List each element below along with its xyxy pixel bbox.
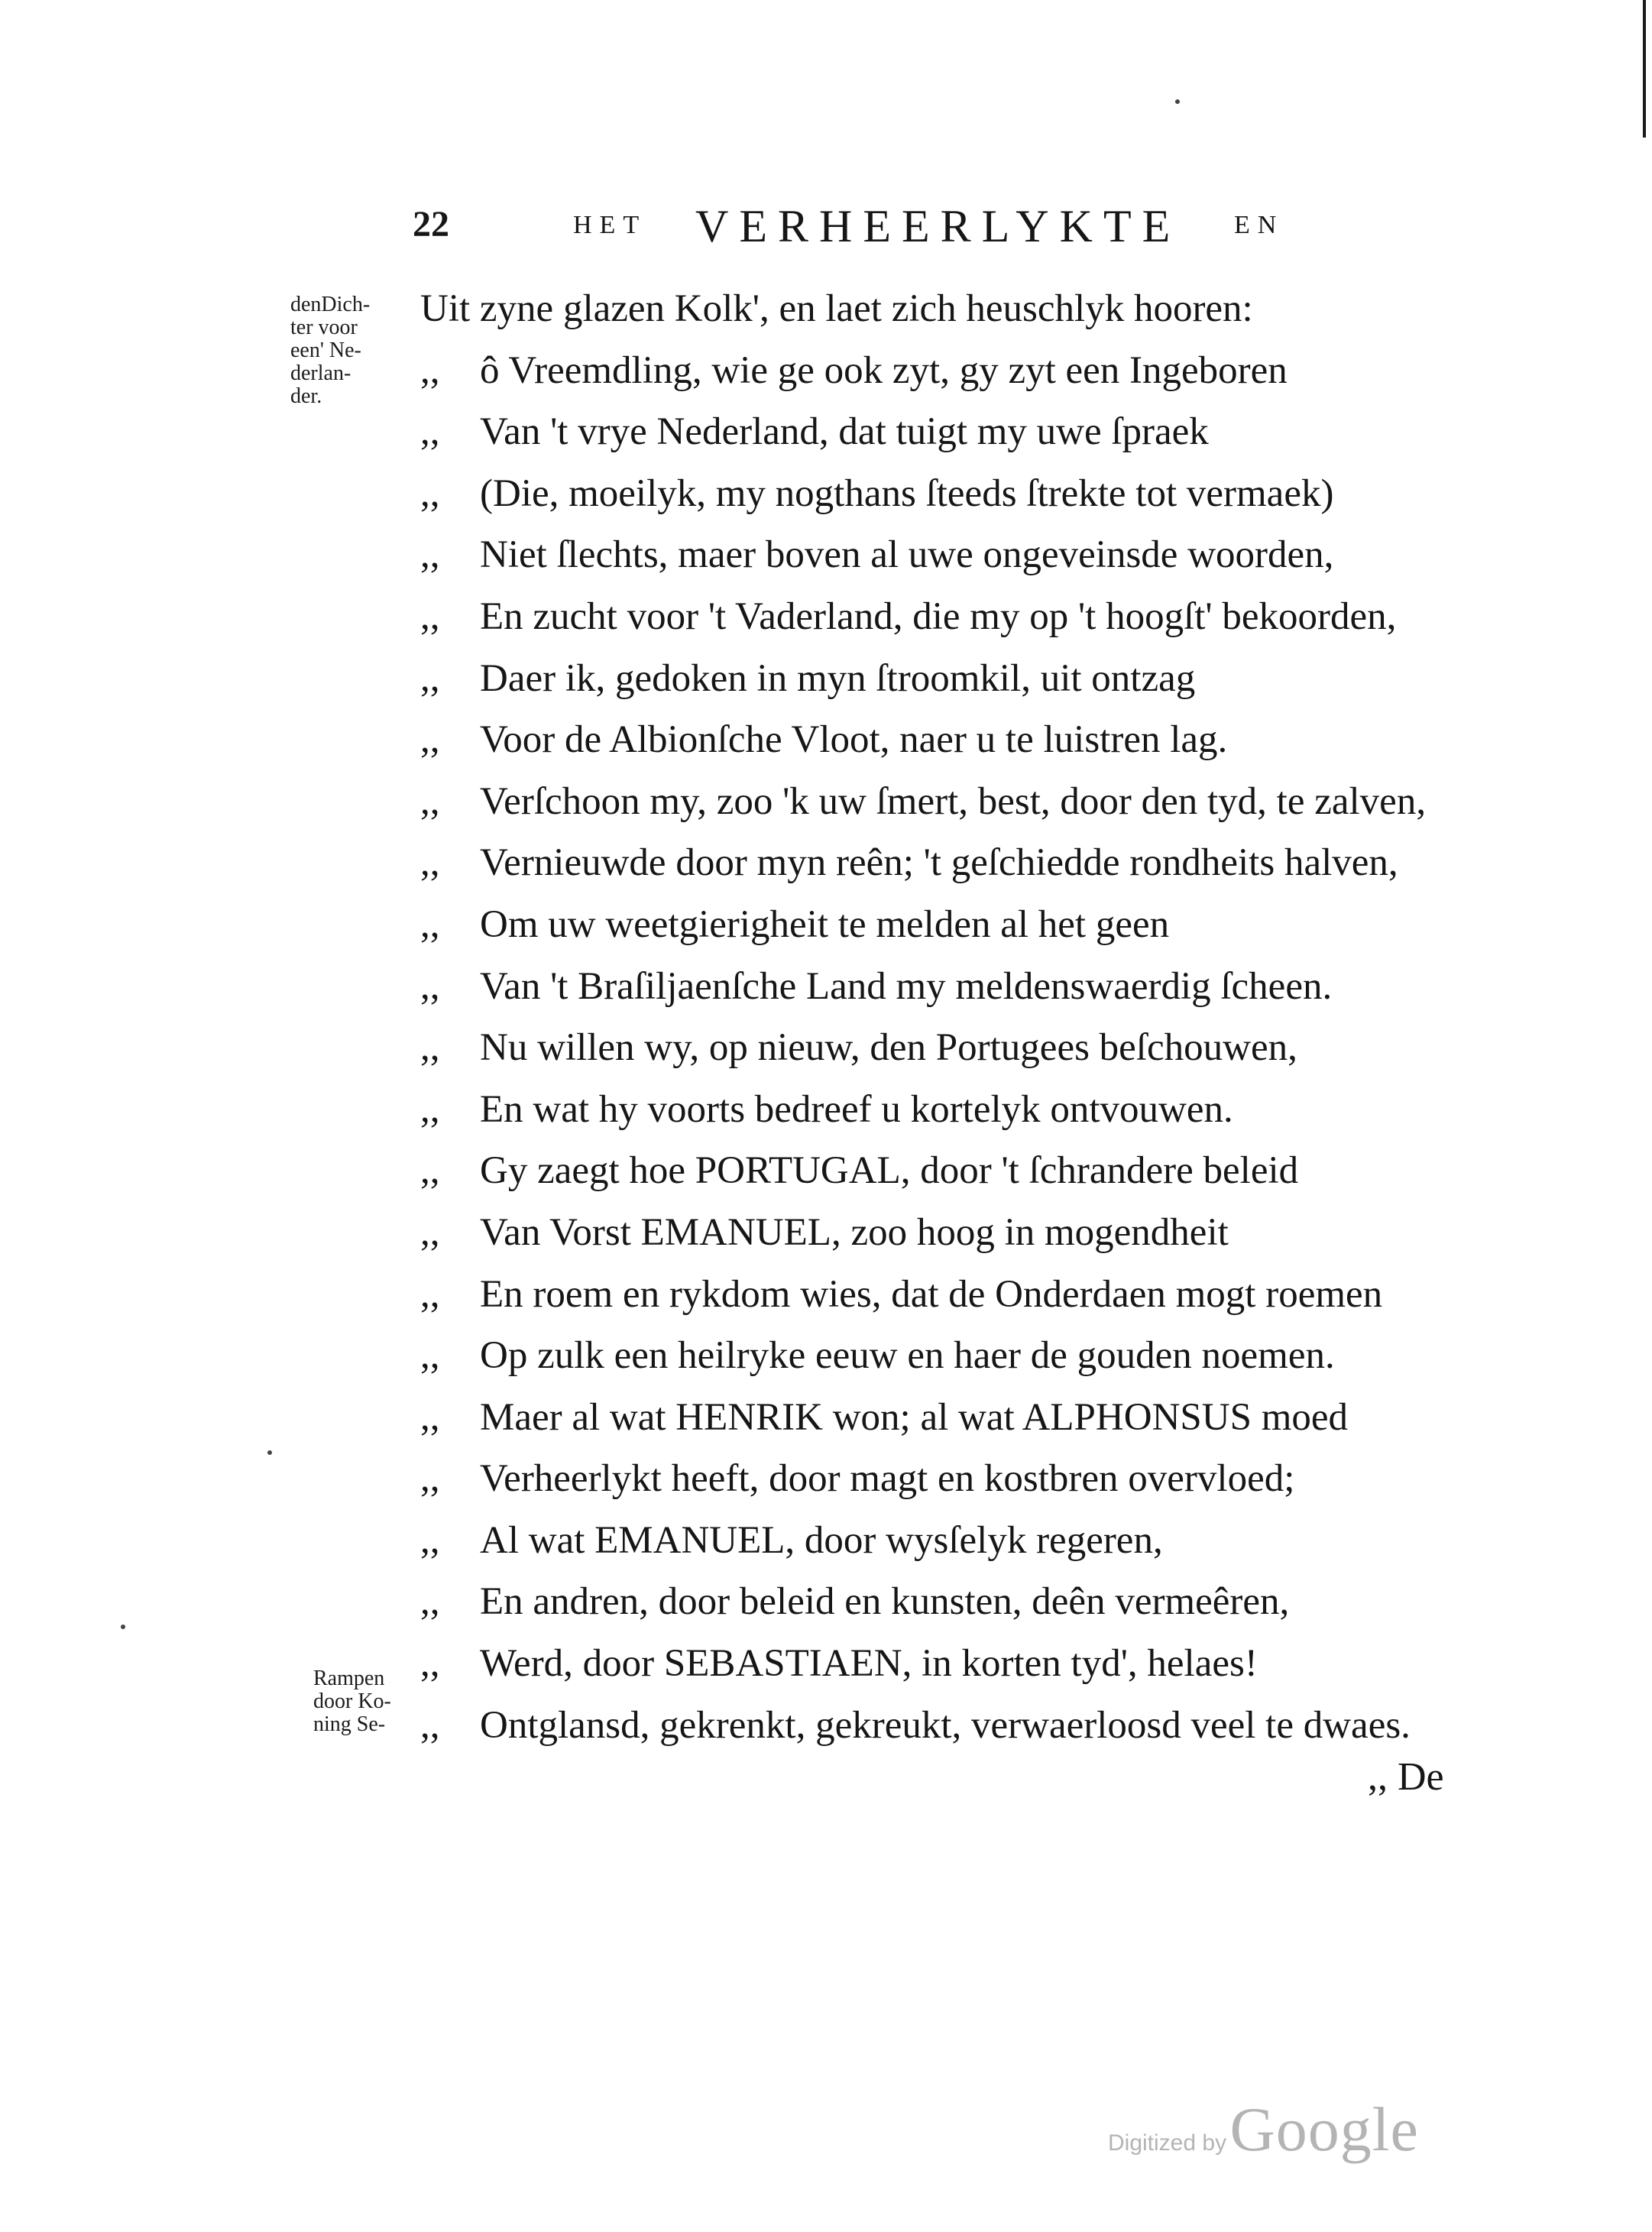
quote-mark: ,, <box>420 410 440 454</box>
quote-mark: ,, <box>420 1703 440 1747</box>
verse-text: Van 't vrye Nederland, dat tuigt my uwe ſpraek <box>480 410 1209 454</box>
quote-mark: ,, <box>420 1518 440 1562</box>
margin-note-line: door Ko- <box>313 1689 391 1713</box>
verse-text: Nu willen wy, op nieuw, den Portugees beſchouwen, <box>480 1026 1297 1070</box>
verse-line <box>420 1140 1521 1202</box>
verse-text: Verſchoon my, zoo 'k uw ſmert, best, door den tyd, te zalven, <box>480 779 1427 823</box>
verse-line <box>420 463 1521 525</box>
verse-line <box>420 1633 1521 1695</box>
verse-line <box>420 1448 1521 1510</box>
verse-text: Ontglansd, gekrenkt, gekreukt, verwaerloosd veel te dwaes. <box>480 1703 1411 1747</box>
verse-line <box>420 1079 1521 1141</box>
verse-text: En roem en rykdom wies, dat de Onderdaen mogt roemen <box>480 1272 1383 1316</box>
quote-mark: ,, <box>420 1334 440 1378</box>
quote-mark: ,, <box>420 964 440 1008</box>
verse-text: Op zulk een heilryke eeuw en haer de gouden noemen. <box>480 1334 1335 1378</box>
margin-note-line: der. <box>290 384 322 408</box>
header-title: VERHEERLYKTE <box>695 201 1181 251</box>
verse-line <box>420 278 1521 340</box>
quote-mark: ,, <box>420 718 440 762</box>
verse-line <box>420 586 1521 648</box>
page-edge-mark <box>1643 0 1646 138</box>
verse-line <box>420 894 1521 956</box>
margin-note-2 <box>313 1667 391 1736</box>
verse-text: Werd, door SEBASTIAEN, in korten tyd', helaes! <box>480 1642 1258 1686</box>
margin-note-line: Rampen <box>313 1667 385 1690</box>
ink-speck <box>1175 99 1180 104</box>
verse-text: Niet ſlechts, maer boven al uwe ongeveinsde woorden, <box>480 533 1334 577</box>
quote-mark: ,, <box>420 1026 440 1070</box>
margin-note-line: ter voor <box>290 316 358 339</box>
verse-line <box>420 648 1521 710</box>
quote-mark: ,, <box>420 1149 440 1193</box>
verse-line <box>420 1387 1521 1449</box>
page-number: 22 <box>413 204 449 245</box>
verse-text: En andren, door beleid en kunsten, deên vermeêren, <box>480 1580 1290 1624</box>
verse-text: Vernieuwde door myn reên; 't geſchiedde rondheits halven, <box>480 841 1398 885</box>
google-logo-text: Google <box>1229 2094 1419 2164</box>
margin-note-line: derlan- <box>290 361 351 385</box>
quote-mark: ,, <box>420 1642 440 1686</box>
verse-line <box>420 956 1521 1018</box>
quote-mark: ,, <box>420 1087 440 1131</box>
quote-mark: ,, <box>420 1457 440 1501</box>
verse-text: Om uw weetgierigheit te melden al het geen <box>480 902 1170 946</box>
verse-text: Verheerlykt heeft, door magt en kostbren overvloed; <box>480 1457 1295 1501</box>
ink-speck <box>267 1450 272 1455</box>
verse-line <box>420 524 1521 586</box>
verse-text: Van Vorst EMANUEL, zoo hoog in mogendheit <box>480 1210 1229 1254</box>
quote-mark: ,, <box>420 533 440 577</box>
verse-text: (Die, moeilyk, my nogthans ſteeds ſtrekte tot vermaek) <box>480 471 1334 515</box>
quote-mark: ,, <box>420 471 440 515</box>
verse-line <box>420 1510 1521 1572</box>
catchword: ,, De <box>1368 1755 1444 1799</box>
ink-speck <box>121 1625 125 1629</box>
verse-text: Gy zaegt hoe PORTUGAL, door 't ſchrandere beleid <box>480 1149 1299 1193</box>
verse-text: Voor de Albionſche Vloot, naer u te luistren lag. <box>480 718 1228 762</box>
verse-line <box>420 1571 1521 1633</box>
verse-line <box>420 1202 1521 1264</box>
quote-mark: ,, <box>420 1395 440 1439</box>
verse-line <box>420 832 1521 894</box>
watermark-prefix: Digitized by <box>1108 2130 1227 2156</box>
verse-line <box>420 1695 1521 1757</box>
verse-line <box>420 401 1521 463</box>
verse-text: En zucht voor 't Vaderland, die my op 't hoogſt' bekoorden, <box>480 594 1397 638</box>
margin-note-1 <box>290 293 370 408</box>
verse-text: En wat hy voorts bedreef u kortelyk ontvouwen. <box>480 1087 1233 1131</box>
quote-mark: ,, <box>420 902 440 946</box>
verse-text: Al wat EMANUEL, door wysſelyk regeren, <box>480 1518 1163 1562</box>
quote-mark: ,, <box>420 1580 440 1624</box>
verse-line <box>420 1017 1521 1079</box>
verse-text: Daer ik, gedoken in myn ſtroomkil, uit ontzag <box>480 656 1196 700</box>
header-left-word: HET <box>573 211 647 239</box>
verse-text: Maer al wat HENRIK won; al wat ALPHONSUS moed <box>480 1395 1349 1439</box>
margin-note-line: een' Ne- <box>290 339 361 362</box>
verse-line <box>420 340 1521 402</box>
verse-line <box>420 1325 1521 1387</box>
margin-note-line: denDich- <box>290 293 371 316</box>
verse-text: ô Vreemdling, wie ge ook zyt, gy zyt een Ingeboren <box>480 348 1288 392</box>
running-header <box>413 200 1330 261</box>
quote-mark: ,, <box>420 841 440 885</box>
header-right-word: EN <box>1234 211 1284 239</box>
verse-text: Uit zyne glazen Kolk', en laet zich heuschlyk hooren: <box>420 287 1253 330</box>
quote-mark: ,, <box>420 594 440 638</box>
poem-body <box>420 278 1521 1756</box>
verse-line <box>420 1264 1521 1326</box>
quote-mark: ,, <box>420 1272 440 1316</box>
verse-line <box>420 771 1521 833</box>
verse-line <box>420 709 1521 771</box>
quote-mark: ,, <box>420 779 440 823</box>
digitized-watermark <box>1108 2094 1419 2166</box>
verse-text: Van 't Braſiljaenſche Land my meldenswaerdig ſcheen. <box>480 964 1333 1008</box>
margin-note-line: ning Se- <box>313 1712 386 1736</box>
quote-mark: ,, <box>420 656 440 700</box>
quote-mark: ,, <box>420 348 440 392</box>
quote-mark: ,, <box>420 1210 440 1254</box>
